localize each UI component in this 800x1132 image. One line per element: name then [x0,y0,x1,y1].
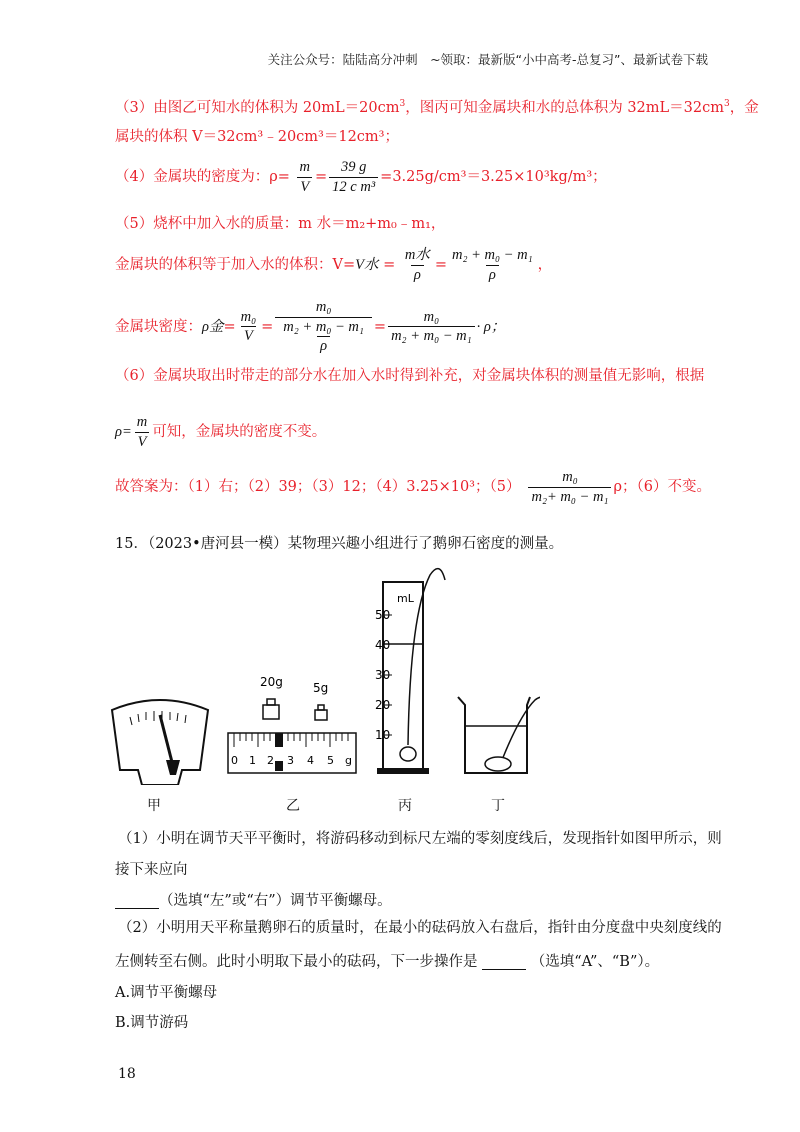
solution-step5-density: 金属块密度：ρ金= $\frac{\text{m₀}}{V}$ = $\frac{\text{m₀}}{\frac{\text{m₂ + m₀ − m₁}}{\rho}}$ = $\frac{\text{m₀}}{\text{m₂ + m₀ − m₁}}$ · ρ； [115,299,506,354]
fig-label-ding: 丁 [491,798,505,814]
ruler-tick-4: 4 [307,754,314,767]
solution-step3: （3）由图乙可知水的体积为 $20mL=20cm^3$，图丙可知金属块和水的总体积为 $32mL=32cm^3$，金 [115,99,759,116]
beaker-figure [458,697,540,773]
ruler-tick-2: 2 [267,754,274,767]
page-number: 18 [118,1066,136,1082]
solution-step5-mass: （5）烧杯中加入水的质量：m 水＝m₂+m₀﹣m₁， [115,216,446,232]
experiment-figures [100,555,540,785]
cylinder-tick-50: 50 [375,608,391,622]
q1-line3: （选填“左”或“右”）调节平衡螺母。 [115,894,392,909]
ruler-tick-3: 3 [287,754,294,767]
graduated-cylinder-figure [375,569,445,774]
answer-blank-1[interactable] [115,895,159,909]
weight-5g-label: 5g [313,681,329,695]
solution-answer: 故答案为：（1）右；（2）39；（3）12；（4）3.25×10³；（5） $\frac{\text{m₀}}{\text{m₂+ m₀ − m₁}}$ ρ；（6）不变。 [115,469,711,505]
q1-line1: （1）小明在调节天平平衡时，将游码移动到标尺左端的零刻度线后，发现指针如图甲所示，则 [118,831,722,847]
ruler-tick-0: 0 [231,754,238,767]
ruler-tick-unit: g [345,754,352,767]
cylinder-tick-20: 20 [375,698,391,712]
q2-line2: 左侧转至右侧。此时小明取下最小的砝码，下一步操作是 （选填“A”、“B”）。 [115,954,660,970]
question-stem: 15．（2023•唐河县一模）某物理兴趣小组进行了鹅卵石密度的测量。 [115,536,564,552]
solution-step4: （4）金属块的密度为：ρ= $\frac{m}{V}$ = $\frac{39 g}{\text{12 c m³}}$ =3.25g/cm³＝3.25×10³kg/m³； [115,159,607,195]
cylinder-tick-30: 30 [375,668,391,682]
answer-blank-2[interactable] [482,956,526,970]
solution-step3-line2: 属块的体积 V＝32cm³﹣20cm³＝12cm³； [115,129,399,145]
option-b: B.调节游码 [115,1015,189,1031]
cylinder-tick-40: 40 [375,638,391,652]
weight-20g-label: 20g [260,675,283,689]
solution-step5-volume: 金属块的体积等于加入水的体积：V=V水 = $\frac{\text{m水}}{\rho}$ = $\frac{\text{m₂ + m₀ − m₁}}{\rho}$ ， [115,247,553,283]
q1-line2: 接下来应向 [115,862,188,878]
ruler-tick-1: 1 [249,754,256,767]
fig-label-yi: 乙 [286,798,300,814]
cylinder-tick-10: 10 [375,728,391,742]
solution-step6: （6）金属块取出时带走的部分水在加入水时得到补充，对金属块体积的测量值无影响，根据 [115,368,705,384]
option-a: A.调节平衡螺母 [115,985,218,1001]
page-header: 关注公众号：陆陆高分冲刺 ~领取：最新版“小中高考-总复习”、最新试卷下载 [267,52,708,67]
balance-dial-figure [112,700,208,785]
fig-label-bing: 丙 [398,798,412,814]
cylinder-unit: mL [397,592,414,605]
fig-label-jia: 甲 [147,798,161,814]
weights-ruler-figure [228,675,356,773]
q2-line1: （2）小明用天平称量鹅卵石的质量时，在最小的砝码放入右盘后，指针由分度盘中央刻度线的 [118,920,722,936]
ruler-tick-5: 5 [327,754,334,767]
solution-step6-formula: ρ= $\frac{m}{V}$ 可知，金属块的密度不变。 [115,414,327,450]
